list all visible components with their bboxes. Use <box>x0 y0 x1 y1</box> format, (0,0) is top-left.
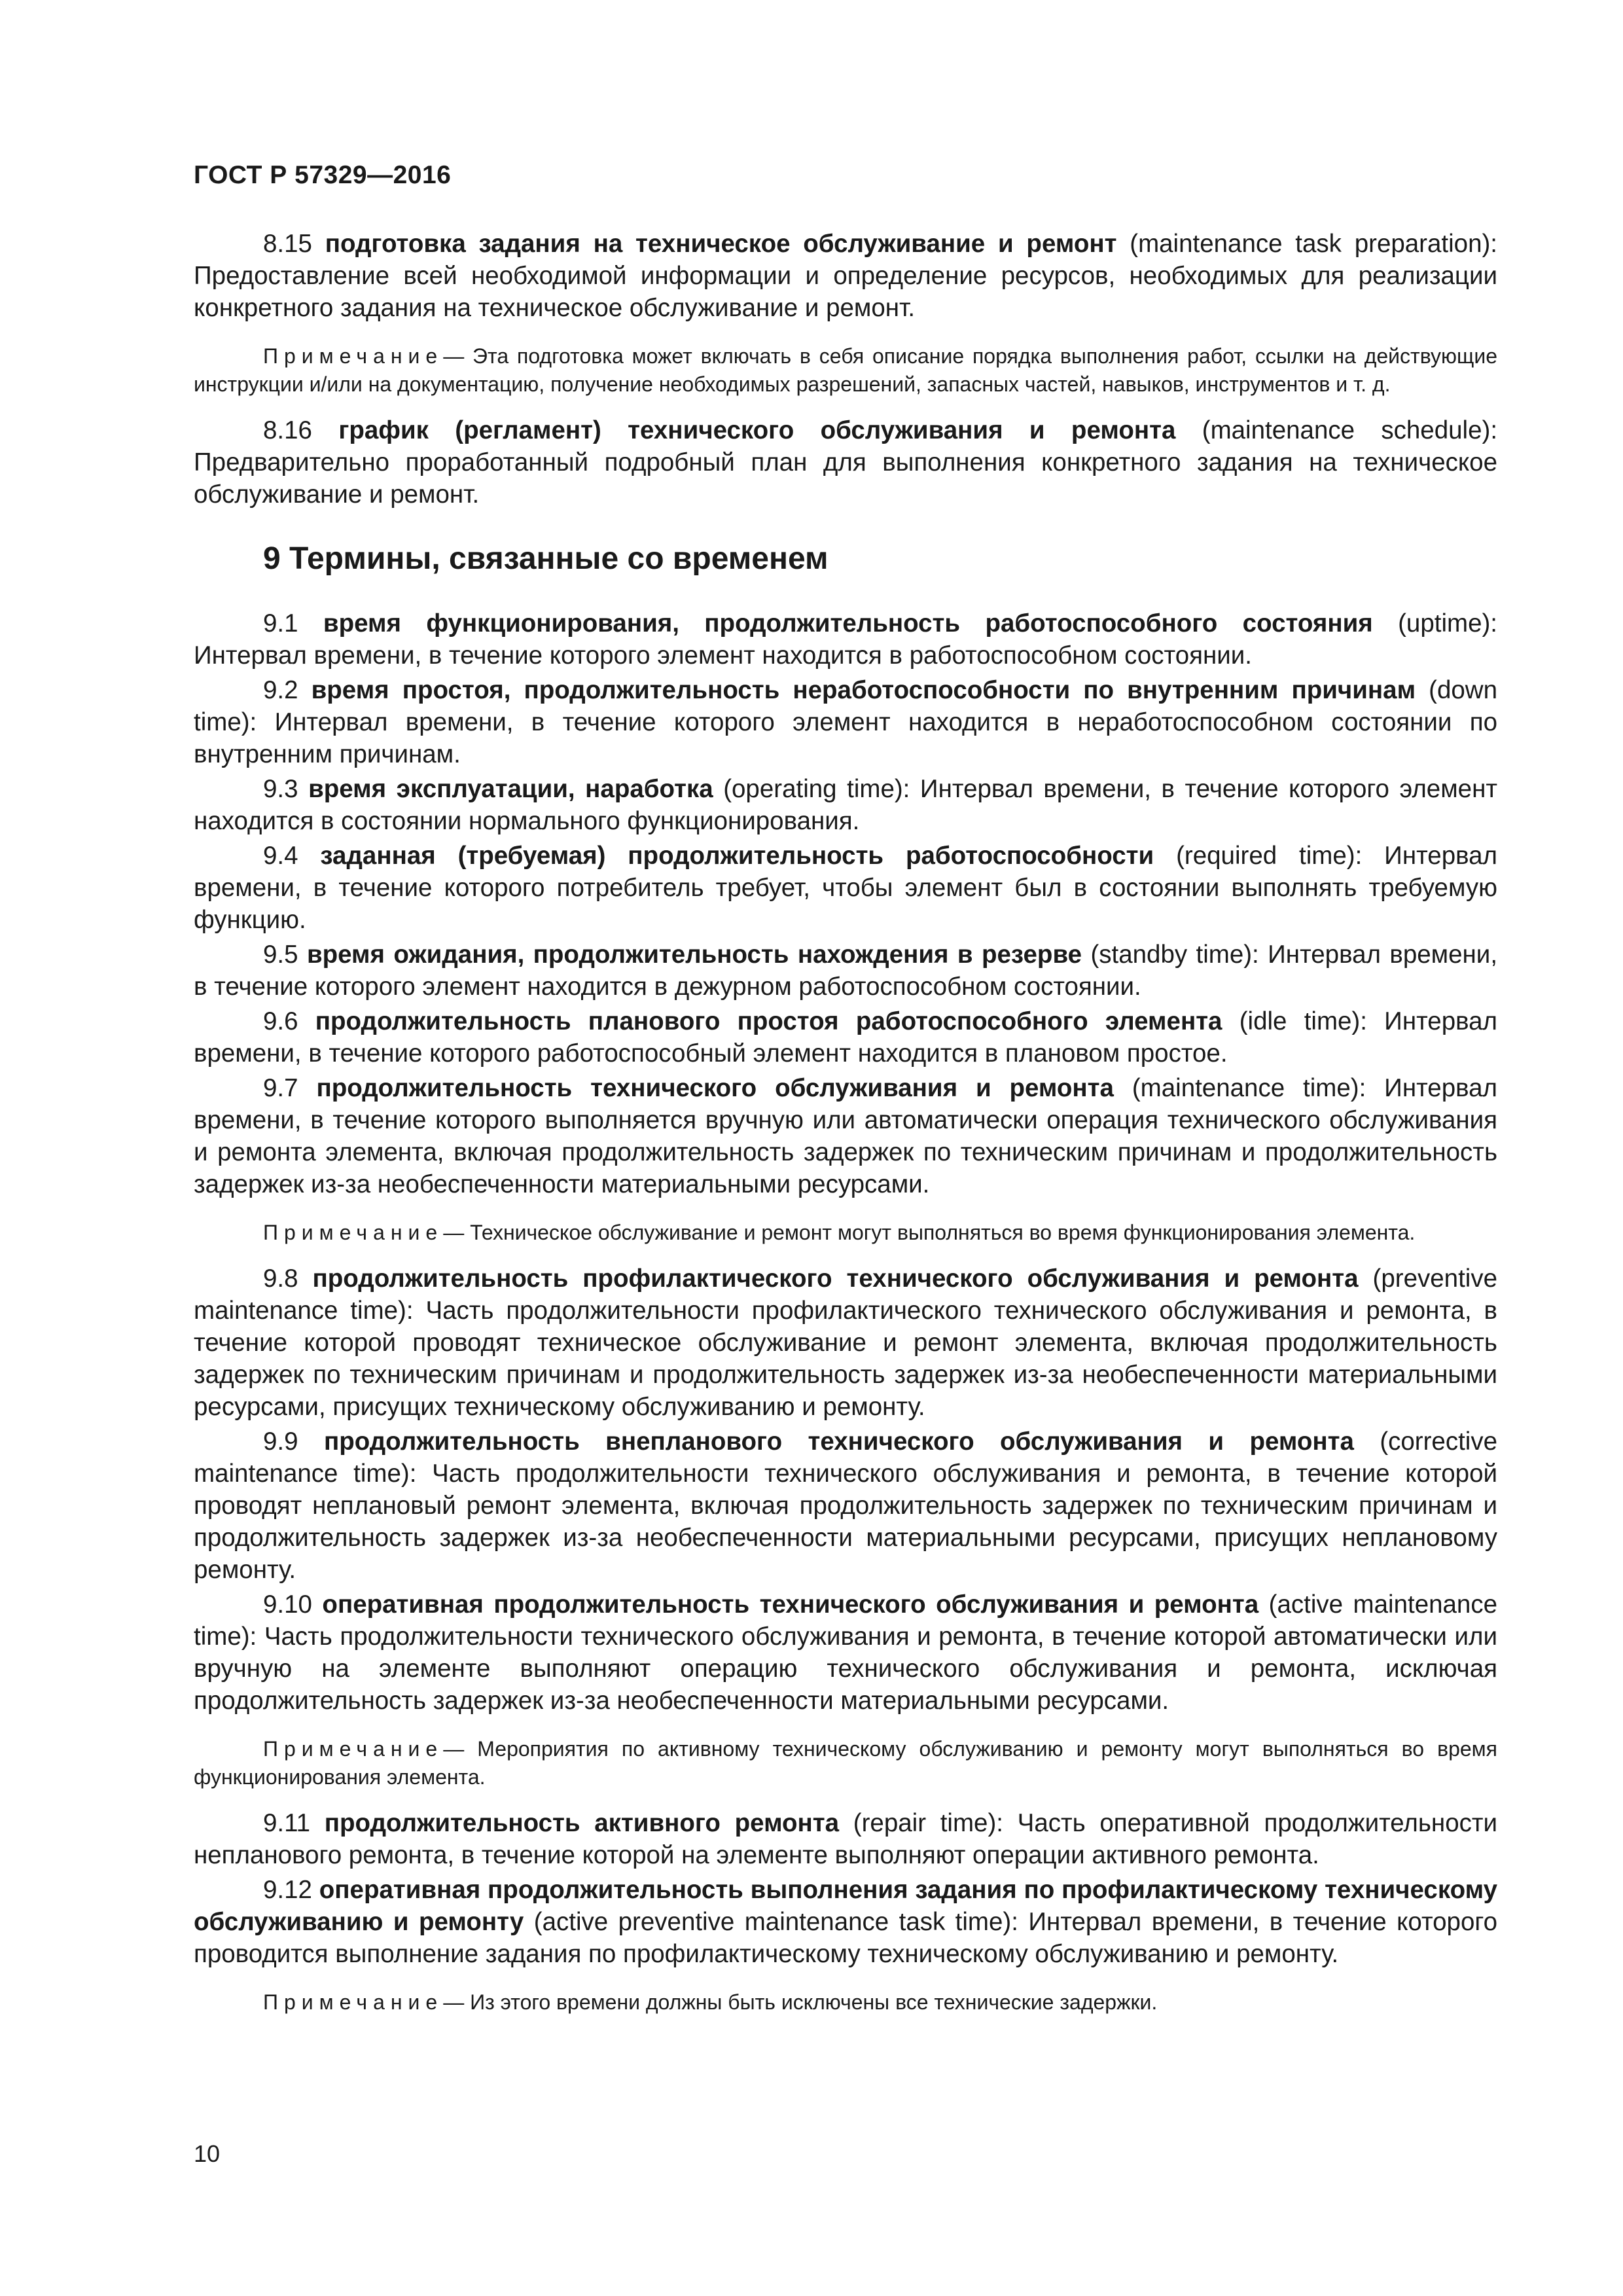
term-entry-9-5 <box>194 939 1497 1003</box>
term-definition: (preventive maintenance time): Часть продолжительности профилактического технического обслуживания и ремонта, в течение которой проводят техническое обслуживание и ремонт элемента, включая продолжительность задержек по техническим причинам и продолжительность задержек из-за необеспеченности материальными ресурсами, присущих техническому обслуживанию и ремонту. <box>194 1265 1497 1421</box>
term-number: 9.10 <box>263 1590 312 1619</box>
term-title: время ожидания, продолжительность нахождения в резерве <box>306 941 1082 969</box>
term-number: 9.3 <box>263 775 298 803</box>
term-number: 9.8 <box>263 1265 298 1293</box>
term-definition: (corrective maintenance time): Часть продолжительности технического обслуживания и ремонта, в течение которой проводят неплановый ремонт элемента, включая продолжительность задержек по техническим причинам и продолжительность задержек из-за необеспеченности материальными ресурсами, присущих неплановому ремонту. <box>194 1427 1498 1584</box>
term-definition: (repair time): Часть оперативной продолжительности непланового ремонта, в течение которой на элементе выполняют операции активного ремонта. <box>194 1809 1497 1869</box>
document-body <box>194 228 1497 2032</box>
term-definition: (standby time): Интервал времени, в течение которого элемент находится в дежурном работоспособном состоянии. <box>194 941 1498 1001</box>
term-definition: (uptime): Интервал времени, в течение которого элемент находится в работоспособном состоянии. <box>194 609 1498 670</box>
note-text: — Из этого времени должны быть исключены все технические задержки. <box>443 1990 1158 2014</box>
term-entry-8-16 <box>194 414 1497 511</box>
term-definition: (down time): Интервал времени, в течение которого элемент находится в неработоспособном состоянии по внутренним причинам. <box>194 676 1498 768</box>
note-9-10 <box>194 1735 1497 1791</box>
term-entry-9-10 <box>194 1588 1497 1717</box>
note-8-15 <box>194 342 1497 399</box>
term-number: 8.16 <box>263 416 312 444</box>
term-title: продолжительность технического обслуживания и ремонта <box>316 1074 1114 1102</box>
note-label: Примечание <box>263 1990 444 2014</box>
term-definition: (active maintenance time): Часть продолжительности технического обслуживания и ремонта, в течение которой автоматически или вручную на элементе выполняют операцию технического обслуживания и ремонта, исключая продолжительность задержек из-за необеспеченности материальными ресурсами. <box>194 1590 1497 1715</box>
term-number: 9.6 <box>263 1007 298 1035</box>
document-code: ГОСТ Р 57329—2016 <box>194 161 452 189</box>
note-label: Примечание <box>263 1737 444 1761</box>
term-title: заданная (требуемая) продолжительность работоспособности <box>320 842 1154 870</box>
term-entry-8-15 <box>194 228 1497 324</box>
term-definition: (active preventive maintenance task time): Интервал времени, в течение которого проводится выполнение задания по профилактическому техническому обслуживанию и ремонту. <box>194 1908 1497 1968</box>
term-number: 9.4 <box>263 842 298 870</box>
term-definition: (operating time): Интервал времени, в течение которого элемент находится в состоянии нормального функционирования. <box>194 775 1497 835</box>
term-entry-9-9 <box>194 1426 1497 1586</box>
term-entry-9-2 <box>194 674 1497 770</box>
term-title: график (регламент) технического обслуживания и ремонта <box>338 416 1176 444</box>
note-label: Примечание <box>263 1221 444 1244</box>
term-number: 9.2 <box>263 676 298 704</box>
term-entry-9-3 <box>194 773 1497 837</box>
term-title: время простоя, продолжительность неработоспособности по внутренним причинам <box>311 676 1416 704</box>
term-title: продолжительность внепланового технического обслуживания и ремонта <box>323 1427 1354 1456</box>
term-number: 9.5 <box>263 941 298 969</box>
term-entry-9-4 <box>194 840 1497 936</box>
term-number: 9.12 <box>263 1876 312 1904</box>
section-heading-9: 9 Термины, связанные со временем <box>263 541 829 576</box>
term-definition: (maintenance time): Интервал времени, в течение которого выполняется вручную или автоматически операция технического обслуживания и ремонта элемента, включая продолжительность задержек по техническим причинам и продолжительность задержек из-за необеспеченности материальными ресурсами. <box>194 1074 1498 1198</box>
note-text: — Техническое обслуживание и ремонт могут выполняться во время функционирования элемента. <box>443 1221 1416 1244</box>
note-text: — Мероприятия по активному техническому обслуживанию и ремонту могут выполняться во время функционирования элемента. <box>194 1737 1497 1789</box>
term-title: продолжительность планового простоя работоспособного элемента <box>315 1007 1222 1035</box>
term-title: время эксплуатации, наработка <box>308 775 713 803</box>
term-title: время функционирования, продолжительность работоспособного состояния <box>323 609 1373 637</box>
term-title: продолжительность профилактического технического обслуживания и ремонта <box>312 1265 1359 1293</box>
term-definition: (idle time): Интервал времени, в течение которого работоспособный элемент находится в плановом простое. <box>194 1007 1498 1067</box>
term-number: 9.9 <box>263 1427 298 1456</box>
note-9-12 <box>194 1988 1497 2017</box>
term-title: подготовка задания на техническое обслуживание и ремонт <box>325 230 1117 258</box>
term-title: оперативная продолжительность технического обслуживания и ремонта <box>322 1590 1259 1619</box>
term-entry-9-1 <box>194 607 1497 672</box>
term-title: продолжительность активного ремонта <box>324 1809 840 1837</box>
page-number: 10 <box>194 2140 221 2167</box>
term-number: 9.7 <box>263 1074 298 1102</box>
term-number: 8.15 <box>263 230 312 258</box>
term-definition: (maintenance schedule): Предварительно проработанный подробный план для выполнения конкретного задания на техническое обслуживание и ремонт. <box>194 416 1498 509</box>
term-definition: (maintenance task preparation): Предоставление всей необходимой информации и определение ресурсов, необходимых для реализации конкретного задания на техническое обслуживание и ремонт. <box>194 230 1497 322</box>
note-text: — Эта подготовка может включать в себя описание порядка выполнения работ, ссылки на действующие инструкции и/или на документацию, получение необходимых разрешений, запасных частей, навыков, инструментов и т. д. <box>194 344 1497 396</box>
note-9-7 <box>194 1219 1497 1247</box>
term-entry-9-12 <box>194 1874 1497 1970</box>
note-label: Примечание <box>263 344 444 368</box>
term-definition: (required time): Интервал времени, в течение которого потребитель требует, чтобы элемент был в состоянии выполнять требуемую функцию. <box>194 842 1498 934</box>
term-number: 9.1 <box>263 609 298 637</box>
term-number: 9.11 <box>263 1809 311 1837</box>
term-entry-9-6 <box>194 1005 1497 1069</box>
term-entry-9-8 <box>194 1263 1497 1423</box>
term-title: оперативная продолжительность выполнения задания по профилактическому техническому обслуживанию и ремонту <box>194 1876 1497 1936</box>
term-entry-9-7 <box>194 1072 1497 1200</box>
term-entry-9-11 <box>194 1807 1497 1871</box>
